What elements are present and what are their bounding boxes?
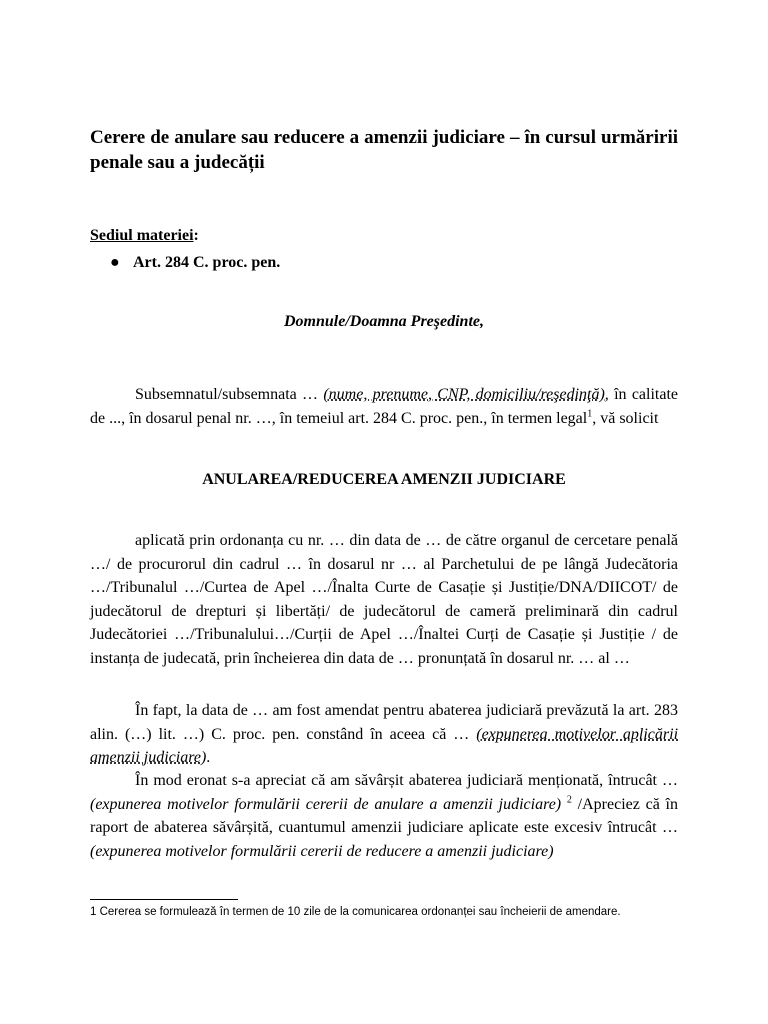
section-heading-sediul-materiei <box>90 226 199 246</box>
body-paragraph-3 <box>90 769 678 863</box>
body-paragraph-2-text: În fapt, la data de … am fost amendat pentru abaterea judiciară prevăzută la art. 283 alin. (…) lit. …) C. proc. pen. constând în aceea că … <box>90 702 678 743</box>
intro-text-end: , vă solicit <box>592 409 659 427</box>
legal-basis-text: Art. 284 C. proc. pen. <box>133 254 281 271</box>
intro-paragraph <box>90 383 678 430</box>
intro-text-middle: în calitate de ..., în dosarul penal nr. …, în temeiul art. 284 C. proc. pen., în termen legal <box>90 386 679 427</box>
body-paragraph-2 <box>90 699 678 770</box>
identity-placeholder: (nume, prenume, CNP, domiciliu/reşedinţă), <box>323 386 609 403</box>
body-paragraph-1 <box>90 529 678 670</box>
body-paragraph-3-continuation: /Apreciez că în raport de abaterea săvârșită, cuantumul amenzii judiciare aplicate este excesiv întrucât … <box>90 795 679 836</box>
request-heading: ANULAREA/REDUCEREA AMENZII JUDICIARE <box>202 471 566 488</box>
footnote-separator <box>90 899 238 900</box>
annulment-grounds-placeholder: (expunerea motivelor formulării cererii de anulare a amenzii judiciare) <box>90 795 562 813</box>
footnote-reference-1: 1 <box>587 408 593 420</box>
body-paragraph-2-end: . <box>206 749 211 766</box>
body-paragraph-1-text: aplicată prin ordonanța cu nr. … din data de … de către organul de cercetare penală …/ de procurorul din cadrul … în dosarul nr … al Parchetului de pe lângă Judecătoria …/Tribunalul …/Curtea de Apel …/Înalta Curte de Casație și Justiție/DNA/DIICOT/ de judecătorul de drepturi și libertăți/ de judecătorul de cameră preliminară din cadrul Judecătoriei …/Tribunalului…/Curții de Apel …/Înaltei Curți de Casație și Justiție / de instanța de judecată, prin încheierea din data de … pronunțată în dosarul nr. … al … <box>90 532 678 667</box>
reduction-grounds-placeholder: (expunerea motivelor formulării cererii de reducere a amenzii judiciare) <box>90 842 554 860</box>
section-heading-label: Sediul materiei <box>90 227 194 244</box>
document-title: Cerere de anulare sau reducere a amenzii judiciare – în cursul urmăririi penale sau a judecății <box>90 127 678 173</box>
body-paragraph-3-text: În mod eronat s-a apreciat că am săvârșit abaterea judiciară menționată, întrucât … <box>135 772 678 789</box>
footnote-reference-2: 2 <box>566 794 572 806</box>
intro-text-start: Subsemnatul/subsemnata … <box>135 386 324 403</box>
section-heading-colon: : <box>193 227 199 244</box>
bullet-icon: ● <box>110 254 120 271</box>
addressee-line: Domnule/Doamna Preşedinte, <box>283 313 484 330</box>
grounds-placeholder: (expunerea motivelor aplicării amenzii judiciare) <box>90 725 679 766</box>
legal-basis-list-item <box>110 253 280 273</box>
footnote-1: 1 Cererea se formulează în termen de 10 zile de la comunicarea ordonanței sau încheierii de amendare. <box>90 906 621 918</box>
